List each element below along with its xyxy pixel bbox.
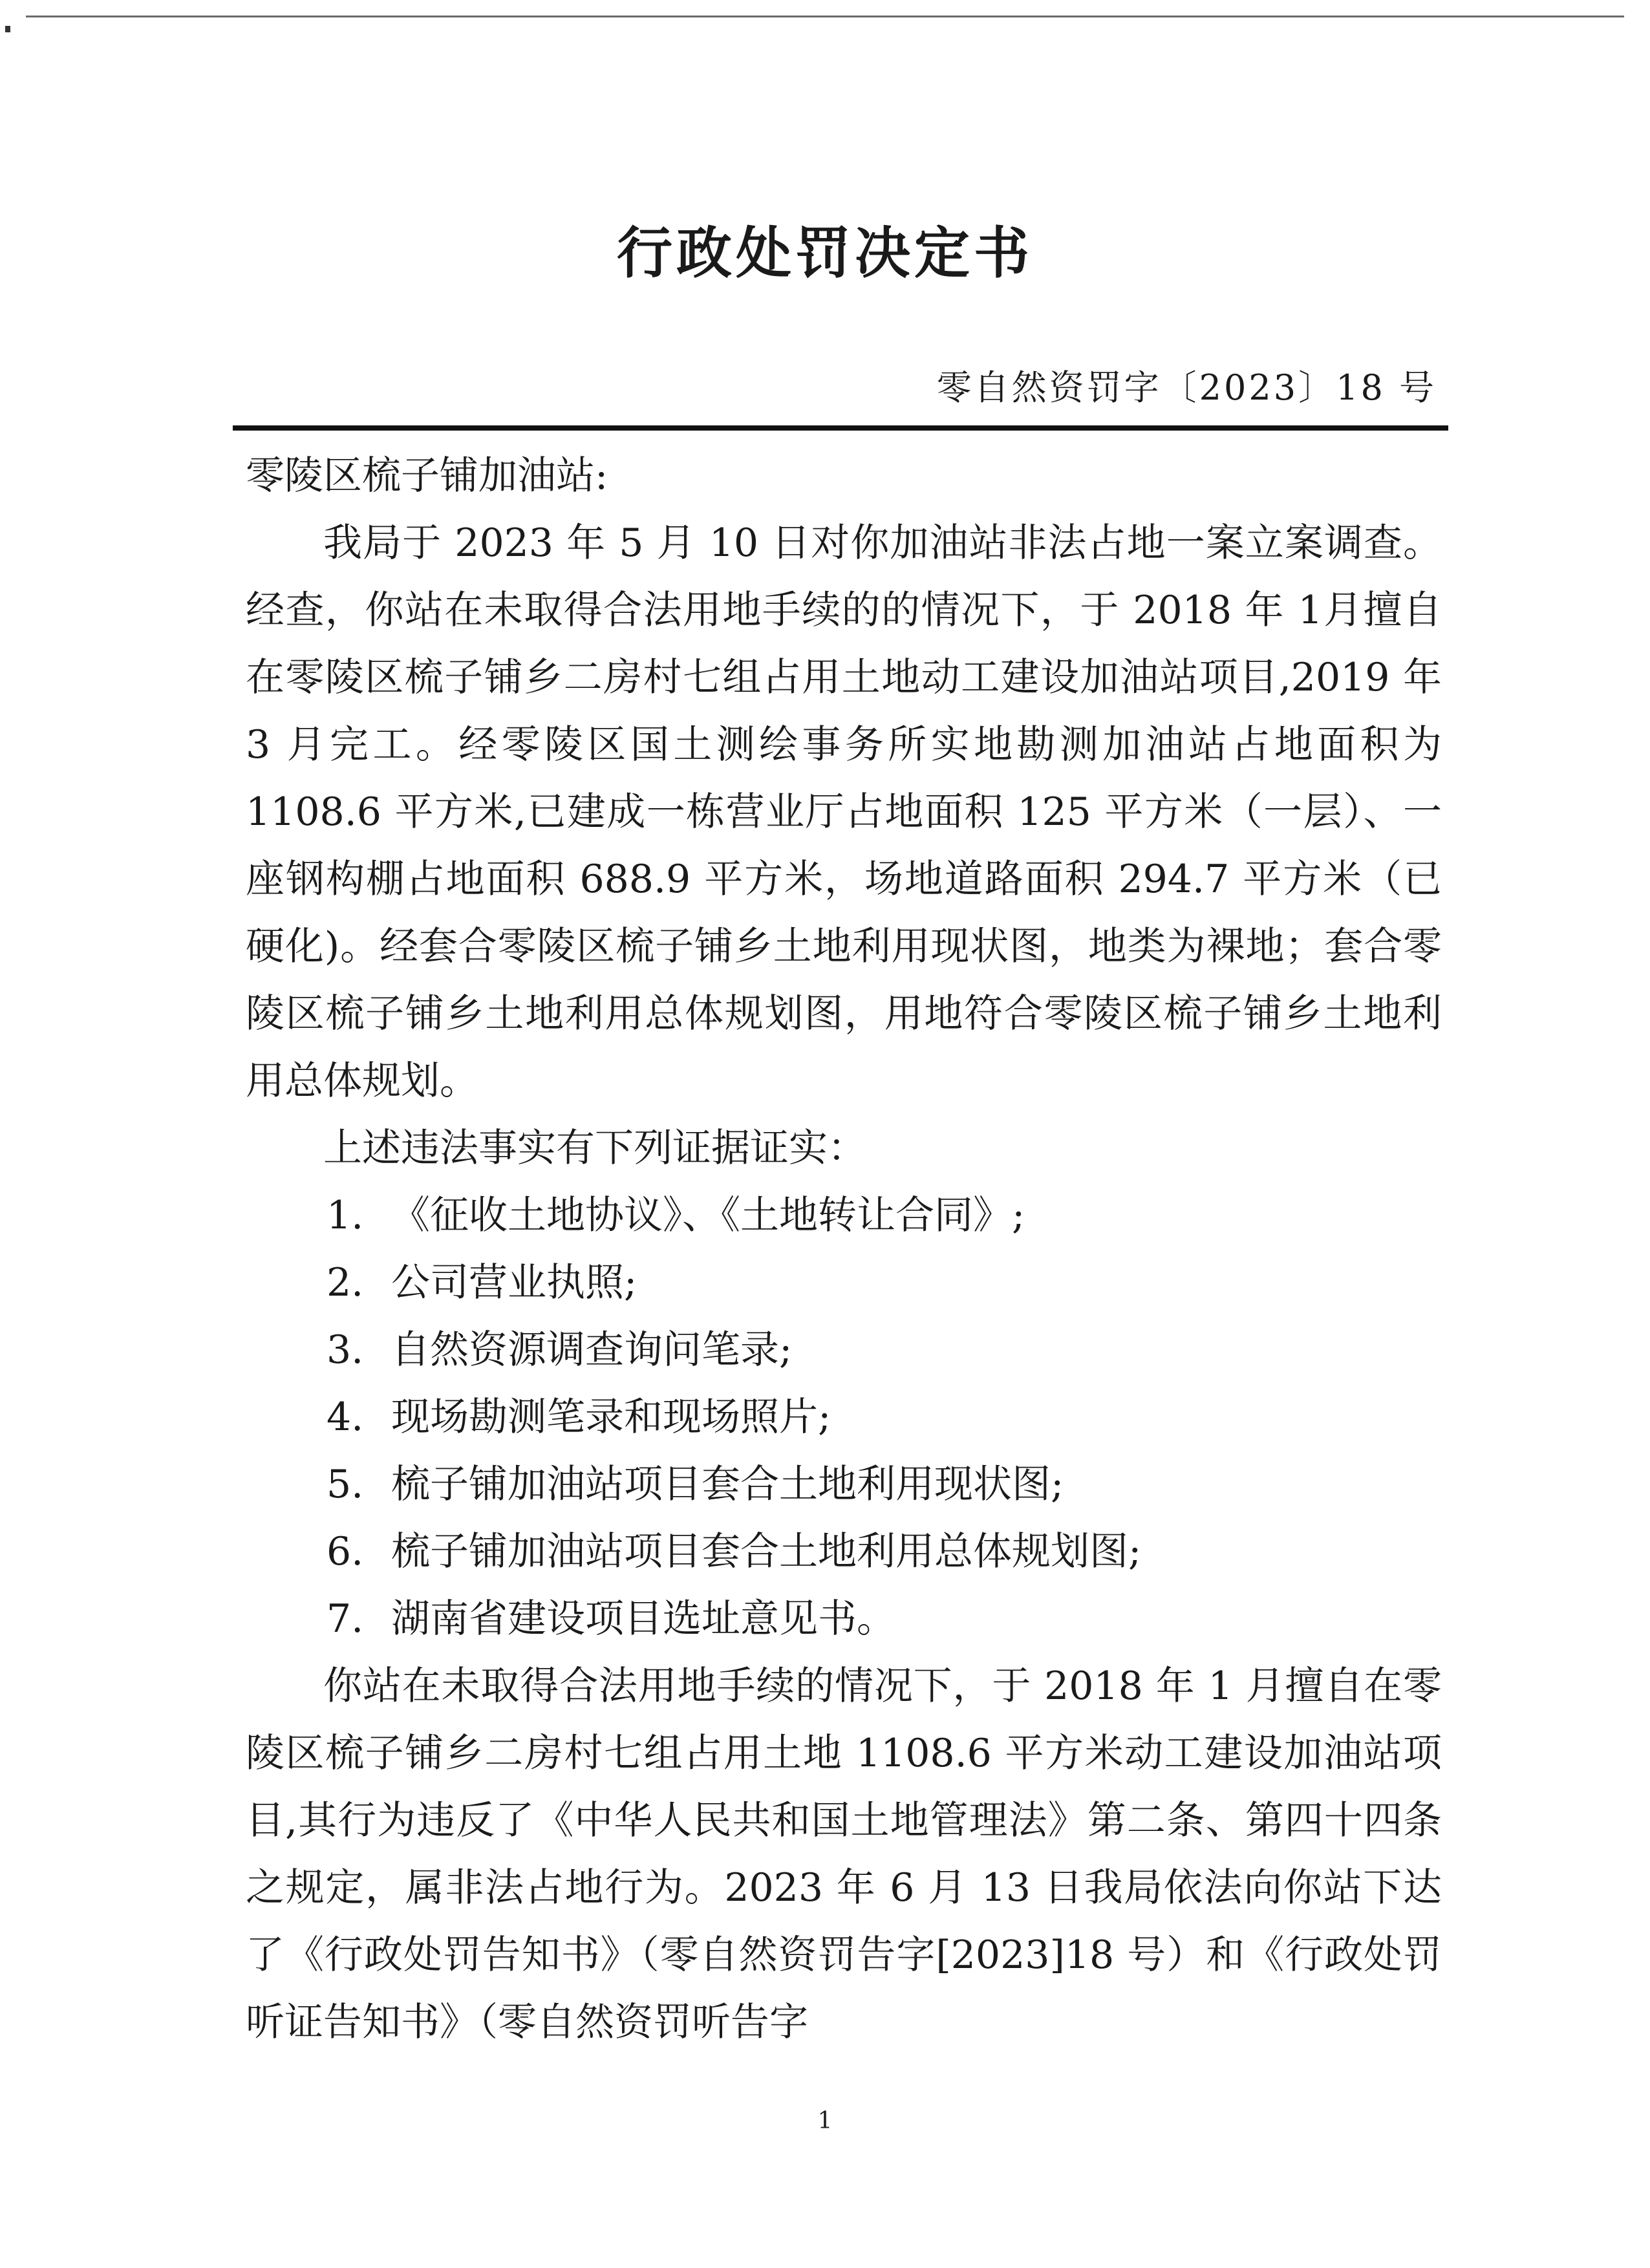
paragraph-facts: 我局于 2023 年 5 月 10 日对你加油站非法占地一案立案调查。经查，你站在未取得合法用地手续的的情况下，于 2018 年 1月擅自在零陵区梳子铺乡二房村七组占用土地动工建设加油站项目,2019 年 3 月完工。经零陵区国土测绘事务所实地勘测加油站占地面积为 1108.6 平方米,已建成一栋营业厅占地面积 125 平方米（一层）、一座钢构棚占地面积 688.9 平方米，场地道路面积 294.7 平方米（已硬化)。经套合零陵区梳子铺乡土地利用现状图，地类为裸地；套合零陵区梳子铺乡土地利用总体规划图，用地符合零陵区梳子铺乡土地利用总体规划。 (246, 520, 1442, 1104)
evidence-item: 7. 湖南省建设项目选址意见书。 (327, 1596, 895, 1642)
evidence-item: 6. 梳子铺加油站项目套合土地利用总体规划图; (327, 1529, 1142, 1574)
scan-edge-line (26, 16, 1624, 17)
page-number: 1 (817, 2108, 833, 2134)
header-separator (233, 425, 1448, 431)
evidence-item: 5. 梳子铺加油站项目套合土地利用现状图; (327, 1462, 1064, 1507)
evidence-item: 1. 《征收土地协议》、《土地转让合同》; (327, 1193, 1025, 1238)
evidence-item: 2. 公司营业执照; (327, 1260, 638, 1305)
recipient: 零陵区梳子铺加油站: (246, 453, 608, 498)
evidence-item: 3. 自然资源调查询问笔录; (327, 1327, 793, 1373)
evidence-item: 4. 现场勘测笔录和现场照片; (327, 1395, 831, 1440)
paragraph-evidence-intro: 上述违法事实有下列证据证实： (323, 1126, 866, 1171)
document-number: 零自然资罚字〔2023〕18 号 (936, 367, 1437, 408)
document-title: 行政处罚决定书 (617, 220, 1033, 286)
document-body (246, 442, 1442, 2056)
paragraph-violation: 你站在未取得合法用地手续的情况下，于 2018 年 1 月擅自在零陵区梳子铺乡二房村七组占用土地 1108.6 平方米动工建设加油站项目,其行为违反了《中华人民共和国土地管理法》第二条、第四十四条之规定，属非法占地行为。2023 年 6 月 13 日我局依法向你站下达了《行政处罚告知书》（零自然资罚告字[2023]18 号）和《行政处罚听证告知书》（零自然资罚听告字 (246, 1664, 1442, 2045)
evidence-list (246, 1182, 1442, 1653)
scan-corner-mark (5, 26, 10, 32)
